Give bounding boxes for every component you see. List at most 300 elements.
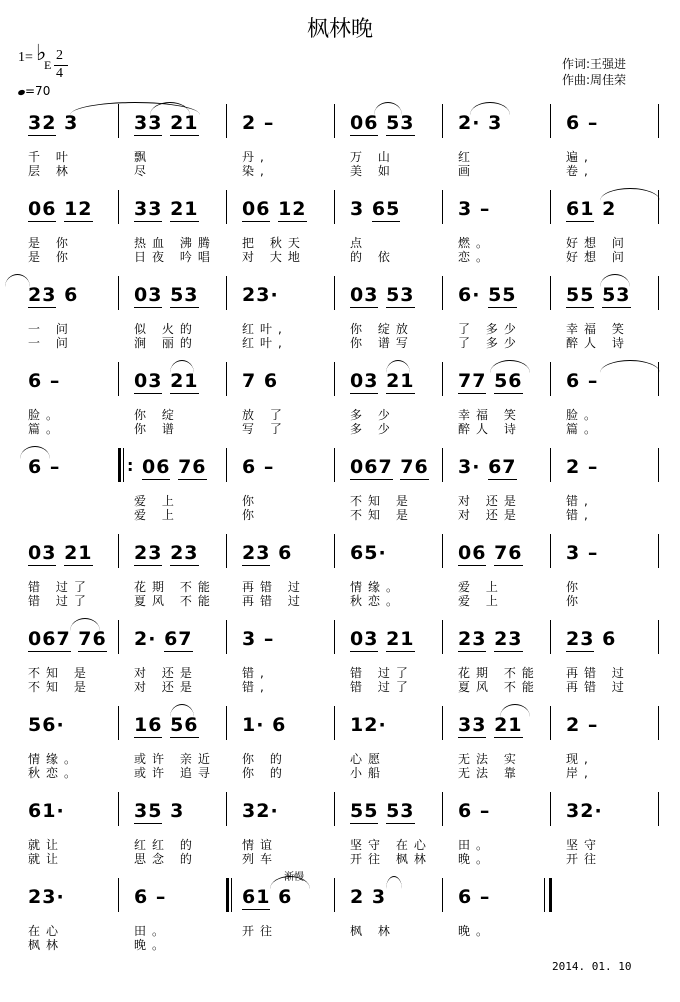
measure bbox=[242, 542, 342, 566]
note-group: 33 bbox=[134, 198, 163, 220]
note-group: 16 bbox=[134, 714, 163, 736]
measure bbox=[242, 370, 342, 392]
note-group: 23 bbox=[566, 628, 595, 650]
lyric: 不知 是 bbox=[28, 666, 92, 680]
lyric: 好想 问 bbox=[566, 236, 630, 250]
lyric: 错, bbox=[242, 680, 270, 694]
lyric: 错, bbox=[566, 508, 594, 522]
measure bbox=[350, 886, 450, 908]
lyric: 万 山 bbox=[350, 150, 396, 164]
lyric: 秋恋。 bbox=[350, 594, 405, 608]
measure bbox=[566, 112, 666, 134]
key-signature bbox=[18, 40, 63, 81]
lyric: 涧 丽的 bbox=[134, 336, 198, 350]
lyric: 无法 实 bbox=[458, 752, 522, 766]
note-group: – bbox=[263, 112, 275, 134]
lyric: 写 了 bbox=[242, 422, 288, 436]
note-group: 76 bbox=[400, 456, 429, 478]
note-group: 06 bbox=[28, 198, 57, 220]
note-group: 3 bbox=[242, 628, 257, 650]
note-group: 2 bbox=[566, 456, 581, 478]
lyric: 幸福 笑 bbox=[458, 408, 522, 422]
note-group: 21 bbox=[386, 628, 415, 650]
lyric: 脸。 bbox=[566, 408, 603, 422]
measure bbox=[566, 800, 666, 822]
lyric: 放 了 bbox=[242, 408, 288, 422]
lyric: 错 过了 bbox=[350, 666, 414, 680]
lyric: 晚。 bbox=[458, 852, 495, 866]
lyric: 现, bbox=[566, 752, 594, 766]
note-group: – bbox=[587, 112, 599, 134]
note-group: 2 bbox=[350, 886, 365, 908]
note-group: 03 bbox=[350, 370, 379, 392]
note-group: 53 bbox=[170, 284, 199, 306]
note-group: 21 bbox=[386, 370, 415, 392]
lyric: 或许 亲近 bbox=[134, 752, 216, 766]
lyric: 对 还是 bbox=[134, 680, 198, 694]
note-group: 067 bbox=[350, 456, 393, 478]
tempo-marking bbox=[18, 84, 50, 98]
lyric: 就让 bbox=[28, 852, 65, 866]
lyricist: 作词:王强进 bbox=[562, 57, 627, 71]
lyric: 你 的 bbox=[242, 752, 288, 766]
note-group: 6 bbox=[458, 886, 473, 908]
measure bbox=[242, 284, 342, 306]
lyric: 坚守 在心 bbox=[350, 838, 432, 852]
note-group: 06 bbox=[350, 112, 379, 134]
lyric: 再错 过 bbox=[242, 594, 306, 608]
note-group: 76 bbox=[178, 456, 207, 478]
note-group: 12 bbox=[278, 198, 307, 220]
measure bbox=[134, 800, 234, 824]
note-group: 2· bbox=[134, 628, 157, 650]
measure bbox=[350, 370, 450, 394]
lyric: 不知 是 bbox=[350, 494, 414, 508]
key-note: E bbox=[44, 58, 52, 72]
note-group: 21 bbox=[170, 370, 199, 392]
measure bbox=[458, 628, 558, 652]
measure bbox=[28, 886, 128, 908]
lyric: 红红 的 bbox=[134, 838, 198, 852]
lyric: 你 绽放 bbox=[350, 322, 414, 336]
note-group: 6 bbox=[602, 628, 617, 650]
note-group: 3 bbox=[64, 112, 79, 134]
lyric: 红叶, bbox=[242, 336, 288, 350]
lyric: 你 的 bbox=[242, 766, 288, 780]
measure bbox=[28, 800, 128, 822]
lyric: 列车 bbox=[242, 852, 279, 866]
note-group: – bbox=[49, 370, 61, 392]
lyric: 日夜 吟唱 bbox=[134, 250, 216, 264]
note-group: 03 bbox=[134, 370, 163, 392]
lyric: 夏风 不能 bbox=[134, 594, 216, 608]
note-group: 23· bbox=[242, 284, 279, 306]
lyric: 热血 沸腾 bbox=[134, 236, 216, 250]
note-group: – bbox=[479, 198, 491, 220]
note-group: 6 bbox=[242, 456, 257, 478]
note-group: 067 bbox=[28, 628, 71, 650]
note-group: 23 bbox=[134, 542, 163, 564]
measure bbox=[134, 628, 234, 652]
note-group: 6 bbox=[263, 370, 279, 392]
note-group: – bbox=[587, 714, 599, 736]
key-prefix: 1= bbox=[18, 50, 33, 65]
song-title: 枫林晚 bbox=[306, 17, 373, 42]
score-row bbox=[0, 616, 680, 696]
measure bbox=[134, 284, 234, 308]
note-group: 6 bbox=[272, 714, 287, 736]
lyric: 情谊 bbox=[242, 838, 279, 852]
score-row bbox=[0, 186, 680, 266]
lyric: 爱 上 bbox=[134, 494, 180, 508]
lyric: 田。 bbox=[134, 924, 171, 938]
lyric: 是 你 bbox=[28, 236, 74, 250]
lyric: 无法 靠 bbox=[458, 766, 522, 780]
note-group: 2 bbox=[242, 112, 257, 134]
note-group: 06 bbox=[142, 456, 171, 478]
lyric: 再错 过 bbox=[566, 666, 630, 680]
note-group: 23· bbox=[28, 886, 65, 908]
lyric: 红叶, bbox=[242, 322, 288, 336]
measure bbox=[134, 886, 234, 908]
lyric: 爱 上 bbox=[458, 580, 504, 594]
note-group: 32· bbox=[242, 800, 279, 822]
measure bbox=[242, 112, 342, 134]
measure bbox=[28, 112, 128, 136]
note-group: 76 bbox=[78, 628, 107, 650]
note-group: 03 bbox=[134, 284, 163, 306]
note-group: 21 bbox=[494, 714, 523, 736]
note-group: 6 bbox=[458, 800, 473, 822]
note-group: 56 bbox=[170, 714, 199, 736]
measure bbox=[350, 714, 450, 736]
score-row bbox=[0, 788, 680, 868]
lyric: 点 bbox=[350, 236, 369, 250]
measure bbox=[566, 628, 666, 652]
note-group: 12· bbox=[350, 714, 387, 736]
lyric: 心愿 bbox=[350, 752, 387, 766]
measure bbox=[566, 370, 666, 392]
lyric: 你 谱写 bbox=[350, 336, 414, 350]
lyric: 红 bbox=[458, 150, 477, 164]
date: 2014. 01. 10 bbox=[552, 960, 632, 973]
note-group: – bbox=[479, 800, 491, 822]
lyric: 不知 是 bbox=[28, 680, 92, 694]
note-group: – bbox=[587, 542, 599, 564]
note-group: 7 bbox=[242, 370, 257, 392]
lyric: 你 bbox=[566, 594, 585, 608]
lyric: 对 还是 bbox=[134, 666, 198, 680]
note-group: 56· bbox=[28, 714, 65, 736]
lyric: 再错 过 bbox=[566, 680, 630, 694]
lyric: 思念 的 bbox=[134, 852, 198, 866]
lyric: 你 绽 bbox=[134, 408, 180, 422]
lyric: 开往 枫林 bbox=[350, 852, 432, 866]
note-group: 77 bbox=[458, 370, 487, 392]
note-group: 3 bbox=[170, 800, 185, 822]
lyric: 对 还是 bbox=[458, 494, 522, 508]
measure bbox=[458, 456, 558, 480]
note-group: – bbox=[587, 456, 599, 478]
note-group: 23 bbox=[242, 542, 271, 564]
lyric: 染, bbox=[242, 164, 270, 178]
lyric: 错 过了 bbox=[28, 580, 92, 594]
measure bbox=[350, 198, 450, 222]
lyric: 对 还是 bbox=[458, 508, 522, 522]
note-group: 23 bbox=[458, 628, 487, 650]
note-group: 65· bbox=[350, 542, 387, 564]
lyric: 错 过了 bbox=[28, 594, 92, 608]
note-group: – bbox=[479, 886, 491, 908]
lyric: 卷, bbox=[566, 164, 594, 178]
note-group: 06 bbox=[458, 542, 487, 564]
measure bbox=[458, 542, 558, 566]
measure bbox=[350, 456, 450, 480]
lyric: 脸。 bbox=[28, 408, 65, 422]
lyric: 幸福 笑 bbox=[566, 322, 630, 336]
note-group: 32· bbox=[566, 800, 603, 822]
score-row bbox=[0, 530, 680, 610]
note-group: 6 bbox=[28, 370, 43, 392]
lyric: 篇。 bbox=[566, 422, 603, 436]
note-group: 3 bbox=[458, 198, 473, 220]
note-group: 6 bbox=[134, 886, 149, 908]
note-group: 06 bbox=[242, 198, 271, 220]
note-group: 2· bbox=[458, 112, 481, 134]
note-group: 6 bbox=[64, 284, 79, 306]
note-group: 33 bbox=[134, 112, 163, 134]
score-row bbox=[0, 358, 680, 438]
note-group: 61 bbox=[566, 198, 595, 220]
note-group: 53 bbox=[386, 800, 415, 822]
note-group: 61 bbox=[242, 886, 271, 908]
note-group: 1· bbox=[242, 714, 265, 736]
lyric: 尽 bbox=[134, 164, 153, 178]
measure bbox=[566, 456, 666, 478]
note-group: 3 bbox=[488, 112, 503, 134]
note-group: 23 bbox=[170, 542, 199, 564]
lyric: 醉人 诗 bbox=[566, 336, 630, 350]
measure bbox=[458, 112, 558, 134]
score-row bbox=[0, 444, 680, 524]
lyric: 你 谱 bbox=[134, 422, 180, 436]
lyric: 你 bbox=[566, 580, 585, 594]
score-row bbox=[0, 702, 680, 782]
measure bbox=[350, 112, 450, 136]
note-group: 55 bbox=[566, 284, 595, 306]
measure bbox=[350, 628, 450, 652]
lyric: 一 问 bbox=[28, 336, 74, 350]
score-row bbox=[0, 272, 680, 352]
lyric: 再错 过 bbox=[242, 580, 306, 594]
lyric: 花期 不能 bbox=[134, 580, 216, 594]
lyric: 错 过了 bbox=[350, 680, 414, 694]
lyric: 花期 不能 bbox=[458, 666, 540, 680]
lyric: 的 依 bbox=[350, 250, 396, 264]
measure bbox=[28, 198, 128, 222]
lyric: 似 火的 bbox=[134, 322, 198, 336]
measure bbox=[242, 800, 342, 822]
measure bbox=[458, 284, 558, 308]
lyric: 恋。 bbox=[458, 250, 495, 264]
lyric: 坚守 bbox=[566, 838, 603, 852]
lyric: 或许 追寻 bbox=[134, 766, 216, 780]
measure bbox=[28, 714, 128, 736]
note-group: 53 bbox=[602, 284, 631, 306]
note-group: 6 bbox=[566, 112, 581, 134]
measure bbox=[28, 284, 128, 308]
note-group: 6 bbox=[566, 370, 581, 392]
lyric: 多 少 bbox=[350, 422, 396, 436]
measure bbox=[242, 456, 342, 478]
measure bbox=[28, 542, 128, 566]
measure bbox=[458, 198, 558, 220]
note-group: – bbox=[155, 886, 167, 908]
lyric: 开往 bbox=[242, 924, 279, 938]
measure bbox=[142, 456, 242, 480]
lyric: 画 bbox=[458, 164, 477, 178]
lyric: 一 问 bbox=[28, 322, 74, 336]
note-group: – bbox=[263, 628, 275, 650]
lyric: 丹, bbox=[242, 150, 270, 164]
note-group: 2 bbox=[566, 714, 581, 736]
lyric: 对 大地 bbox=[242, 250, 306, 264]
tempo-annotation: 渐慢 bbox=[284, 872, 304, 883]
lyric: 美 如 bbox=[350, 164, 396, 178]
note-group: 3· bbox=[458, 456, 481, 478]
time-sig-denominator: 4 bbox=[56, 66, 63, 81]
measure bbox=[134, 542, 234, 566]
flat-symbol: ♭ bbox=[36, 40, 47, 65]
measure bbox=[134, 370, 234, 394]
measure bbox=[458, 714, 558, 738]
measure bbox=[566, 198, 666, 222]
note-group: 35 bbox=[134, 800, 163, 822]
measure bbox=[242, 714, 342, 736]
note-group: 6 bbox=[28, 456, 43, 478]
note-group: 32 bbox=[28, 112, 57, 134]
note-group: 21 bbox=[64, 542, 93, 564]
note-group: 21 bbox=[170, 112, 199, 134]
lyric: 好想 问 bbox=[566, 250, 630, 264]
lyric: 在心 bbox=[28, 924, 65, 938]
measure bbox=[28, 456, 128, 478]
note-group: 65 bbox=[371, 198, 401, 220]
measure bbox=[458, 800, 558, 822]
measure bbox=[242, 198, 342, 222]
note-group: 67 bbox=[164, 628, 193, 650]
lyric: 晚。 bbox=[134, 938, 171, 952]
note-group: 53 bbox=[386, 112, 415, 134]
lyric: 就让 bbox=[28, 838, 65, 852]
measure bbox=[458, 886, 558, 908]
lyric: 燃。 bbox=[458, 236, 495, 250]
lyric: 情缘。 bbox=[350, 580, 405, 594]
note-group: 76 bbox=[494, 542, 523, 564]
measure bbox=[134, 714, 234, 738]
lyric: 不知 是 bbox=[350, 508, 414, 522]
measure bbox=[134, 198, 234, 222]
lyric: 了 多少 bbox=[458, 322, 522, 336]
note-group: 61· bbox=[28, 800, 65, 822]
score-row bbox=[0, 874, 680, 954]
note-group: 6 bbox=[278, 886, 293, 908]
lyric: 醉人 诗 bbox=[458, 422, 522, 436]
note-group: – bbox=[587, 370, 599, 392]
note-group: 23 bbox=[28, 284, 57, 306]
lyric: 错, bbox=[242, 666, 270, 680]
lyric: 是 你 bbox=[28, 250, 74, 264]
lyric: 枫林 bbox=[28, 938, 65, 952]
note-group: – bbox=[49, 456, 61, 478]
note-group: 03 bbox=[28, 542, 57, 564]
note-group: 33 bbox=[458, 714, 487, 736]
measure bbox=[242, 628, 342, 650]
lyric: 了 多少 bbox=[458, 336, 522, 350]
lyric: 秋恋。 bbox=[28, 766, 83, 780]
note-group: 6· bbox=[458, 284, 481, 306]
measure bbox=[458, 370, 558, 394]
lyric: 飘 bbox=[134, 150, 153, 164]
note-group: 23 bbox=[494, 628, 523, 650]
lyric: 错, bbox=[566, 494, 594, 508]
measure bbox=[350, 542, 450, 564]
note-group: 03 bbox=[350, 284, 379, 306]
lyric: 爱 上 bbox=[134, 508, 180, 522]
lyric: 岸, bbox=[566, 766, 594, 780]
lyric: 开往 bbox=[566, 852, 603, 866]
note-group: 67 bbox=[488, 456, 517, 478]
repeat-dots: : bbox=[127, 456, 134, 475]
note-group: 3 bbox=[371, 886, 387, 908]
lyric: 千 叶 bbox=[28, 150, 74, 164]
note-group: 55 bbox=[488, 284, 517, 306]
measure bbox=[28, 370, 128, 392]
note-group: 56 bbox=[494, 370, 523, 392]
lyric: 晚。 bbox=[458, 924, 495, 938]
lyric: 遍, bbox=[566, 150, 594, 164]
lyric: 多 少 bbox=[350, 408, 396, 422]
measure bbox=[134, 112, 234, 136]
time-sig-numerator: 2 bbox=[56, 48, 63, 63]
lyric: 篇。 bbox=[28, 422, 65, 436]
measure bbox=[566, 542, 666, 564]
measure bbox=[350, 800, 450, 824]
lyric: 把 秋天 bbox=[242, 236, 306, 250]
note-group: 53 bbox=[386, 284, 415, 306]
credits bbox=[562, 56, 626, 88]
lyric: 你 bbox=[242, 494, 261, 508]
lyric: 田。 bbox=[458, 838, 495, 852]
lyric: 情缘。 bbox=[28, 752, 83, 766]
composer: 作曲:周佳荣 bbox=[562, 73, 627, 87]
measure bbox=[566, 284, 666, 308]
note-group: 3 bbox=[566, 542, 581, 564]
note-group: 55 bbox=[350, 800, 379, 822]
tempo-value: =70 bbox=[25, 84, 51, 98]
lyric: 夏风 不能 bbox=[458, 680, 540, 694]
note-group: – bbox=[263, 456, 275, 478]
measure bbox=[350, 284, 450, 308]
measure bbox=[28, 628, 128, 652]
measure bbox=[566, 714, 666, 736]
measure bbox=[242, 886, 342, 910]
lyric: 你 bbox=[242, 508, 261, 522]
note-group: 3 bbox=[350, 198, 365, 220]
note-group: 2 bbox=[602, 198, 617, 220]
note-group: 03 bbox=[350, 628, 379, 650]
note-group: 6 bbox=[278, 542, 293, 564]
